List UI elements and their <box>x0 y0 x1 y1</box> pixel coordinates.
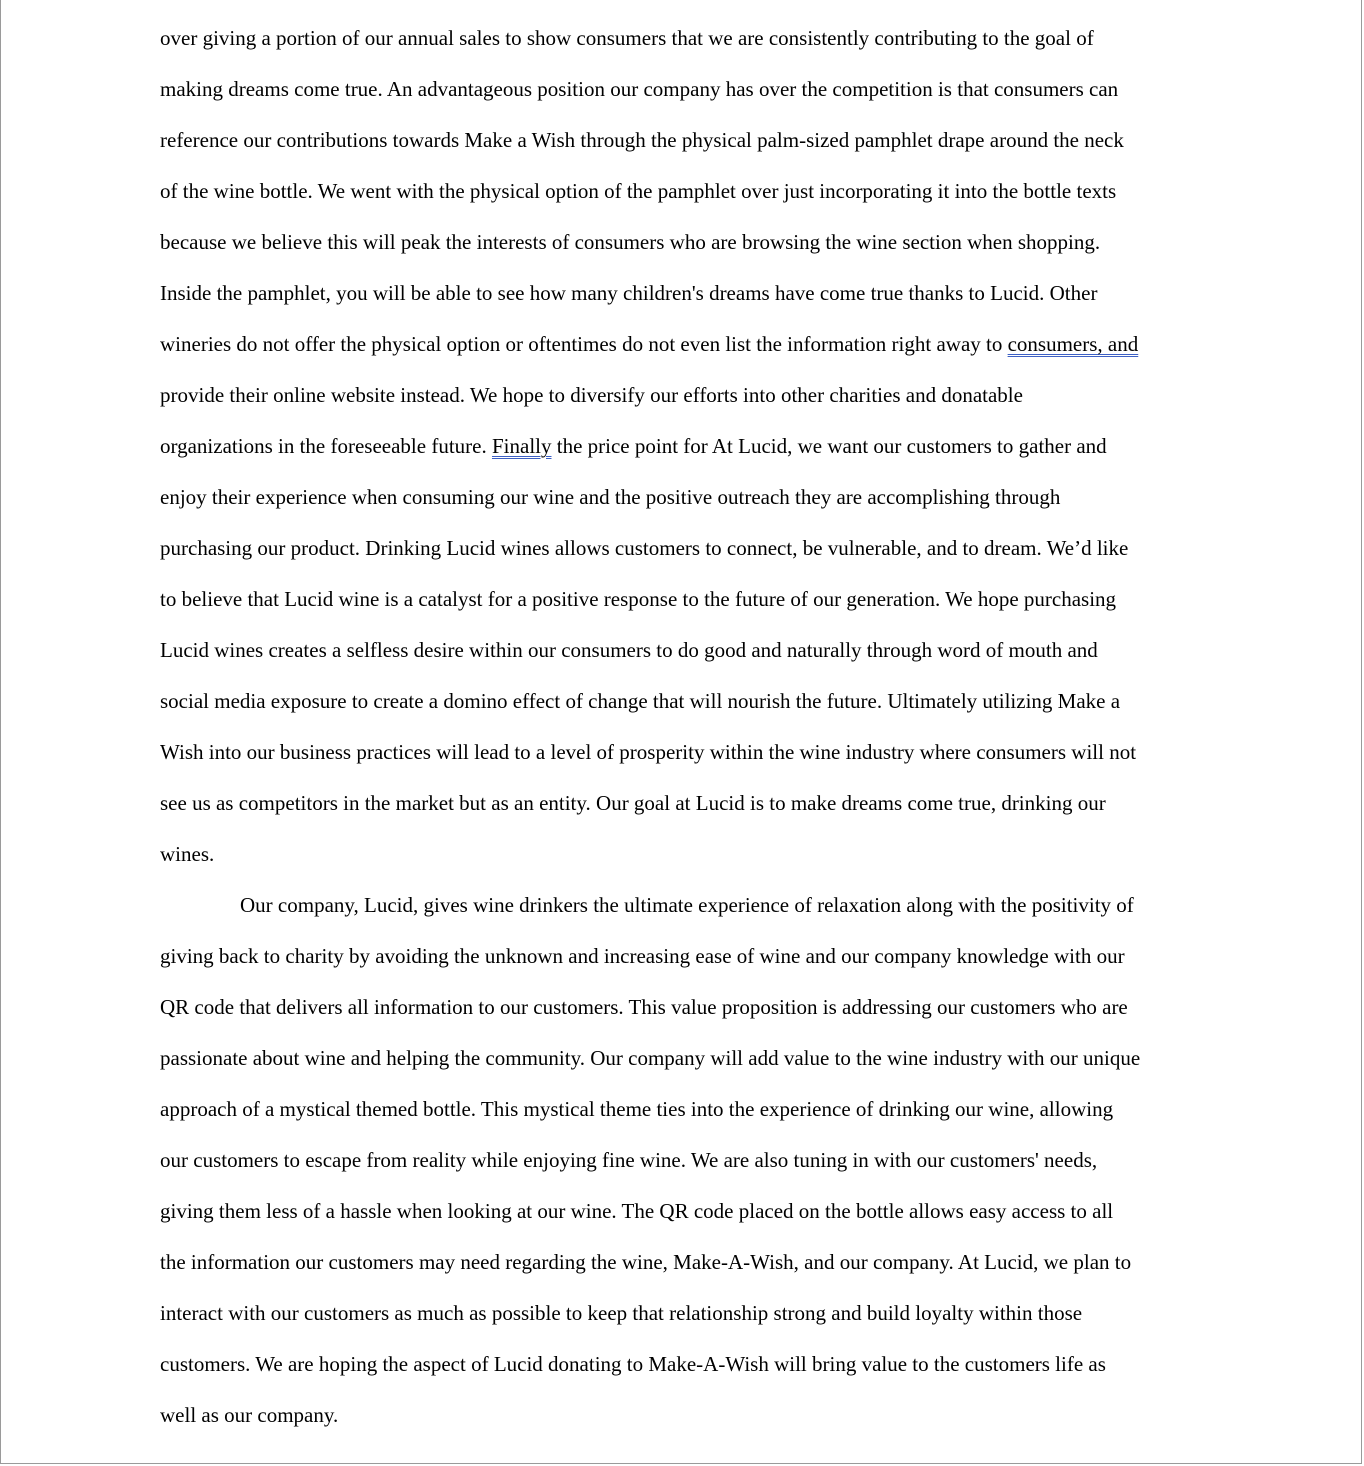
paragraph <box>160 880 1210 1441</box>
text-segment: of the wine bottle. We went with the physical option of the pamphlet over just incorporating it into the bottle texts <box>160 179 1117 203</box>
text-segment: to believe that Lucid wine is a catalyst for a positive response to the future of our generation. We hope purchasing <box>160 587 1117 611</box>
text-line <box>160 421 1210 472</box>
grammar-suggestion[interactable]: Finally <box>491 434 552 458</box>
text-segment: approach of a mystical themed bottle. This mystical theme ties into the experience of drinking our wine, allowing <box>160 1097 1114 1121</box>
text-line <box>160 1237 1210 1288</box>
text-segment: social media exposure to create a domino effect of change that will nourish the future. Ultimately utilizing Make a <box>160 689 1121 713</box>
text-line <box>160 676 1210 727</box>
text-line <box>160 115 1210 166</box>
text-segment: over giving a portion of our annual sales to show consumers that we are consistently contributing to the goal of <box>160 26 1094 50</box>
document-body[interactable] <box>160 13 1210 1441</box>
text-segment: giving them less of a hassle when looking at our wine. The QR code placed on the bottle allows easy access to all <box>160 1199 1114 1223</box>
text-line <box>160 1390 1210 1441</box>
text-segment: organizations in the foreseeable future. <box>160 434 492 458</box>
text-segment: Wish into our business practices will lead to a level of prosperity within the wine industry where consumers will not <box>160 740 1137 764</box>
text-segment: the information our customers may need regarding the wine, Make-A-Wish, and our company. At Lucid, we plan to <box>160 1250 1132 1274</box>
text-line <box>160 727 1210 778</box>
text-line <box>160 268 1210 319</box>
text-line <box>160 472 1210 523</box>
text-segment: reference our contributions towards Make a Wish through the physical palm-sized pamphlet drape around the neck <box>160 128 1124 152</box>
text-segment: provide their online website instead. We hope to diversify our efforts into other charities and donatable <box>160 383 1023 407</box>
text-segment: wineries do not offer the physical option or oftentimes do not even list the information right away to <box>160 332 1008 356</box>
text-line <box>160 982 1210 1033</box>
text-segment: Lucid wines creates a selfless desire within our consumers to do good and naturally through word of mouth and <box>160 638 1098 662</box>
text-line <box>160 625 1210 676</box>
text-line <box>160 574 1210 625</box>
text-segment: Inside the pamphlet, you will be able to see how many children's dreams have come true thanks to Lucid. Other <box>160 281 1098 305</box>
text-segment: see us as competitors in the market but as an entity. Our goal at Lucid is to make dreams come true, drinking our <box>160 791 1106 815</box>
text-line <box>160 217 1210 268</box>
text-line <box>160 880 1210 931</box>
text-line <box>160 166 1210 217</box>
text-segment: wines. <box>160 842 215 866</box>
grammar-suggestion[interactable]: consumers, and <box>1007 332 1139 356</box>
text-segment: passionate about wine and helping the community. Our company will add value to the wine industry with our unique <box>160 1046 1141 1070</box>
text-line <box>160 1084 1210 1135</box>
text-line <box>160 1339 1210 1390</box>
text-line <box>160 13 1210 64</box>
text-line <box>160 1033 1210 1084</box>
text-line <box>160 829 1210 880</box>
text-line <box>160 64 1210 115</box>
text-segment: giving back to charity by avoiding the unknown and increasing ease of wine and our company knowledge with our <box>160 944 1125 968</box>
text-segment: well as our company. <box>160 1403 339 1427</box>
text-line <box>160 523 1210 574</box>
text-line <box>160 1135 1210 1186</box>
text-segment: because we believe this will peak the interests of consumers who are browsing the wine section when shopping. <box>160 230 1101 254</box>
text-line <box>160 370 1210 421</box>
text-line <box>160 1288 1210 1339</box>
text-segment: customers. We are hoping the aspect of Lucid donating to Make-A-Wish will bring value to the customers life as <box>160 1352 1106 1376</box>
text-segment: enjoy their experience when consuming our wine and the positive outreach they are accomplishing through <box>160 485 1061 509</box>
text-line <box>160 319 1210 370</box>
text-line <box>160 931 1210 982</box>
text-segment: interact with our customers as much as possible to keep that relationship strong and build loyalty within those <box>160 1301 1083 1325</box>
text-segment: purchasing our product. Drinking Lucid wines allows customers to connect, be vulnerable, and to dream. We’d like <box>160 536 1129 560</box>
text-segment: making dreams come true. An advantageous position our company has over the competition is that consumers can <box>160 77 1119 101</box>
text-line <box>160 1186 1210 1237</box>
text-segment: our customers to escape from reality while enjoying fine wine. We are also tuning in with our customers' needs, <box>160 1148 1098 1172</box>
text-segment: QR code that delivers all information to our customers. This value proposition is addressing our customers who are <box>160 995 1128 1019</box>
text-segment: Our company, Lucid, gives wine drinkers the ultimate experience of relaxation along with the positivity of <box>240 893 1134 917</box>
text-segment: the price point for At Lucid, we want our customers to gather and <box>551 434 1107 458</box>
text-line <box>160 778 1210 829</box>
paragraph <box>160 13 1210 880</box>
